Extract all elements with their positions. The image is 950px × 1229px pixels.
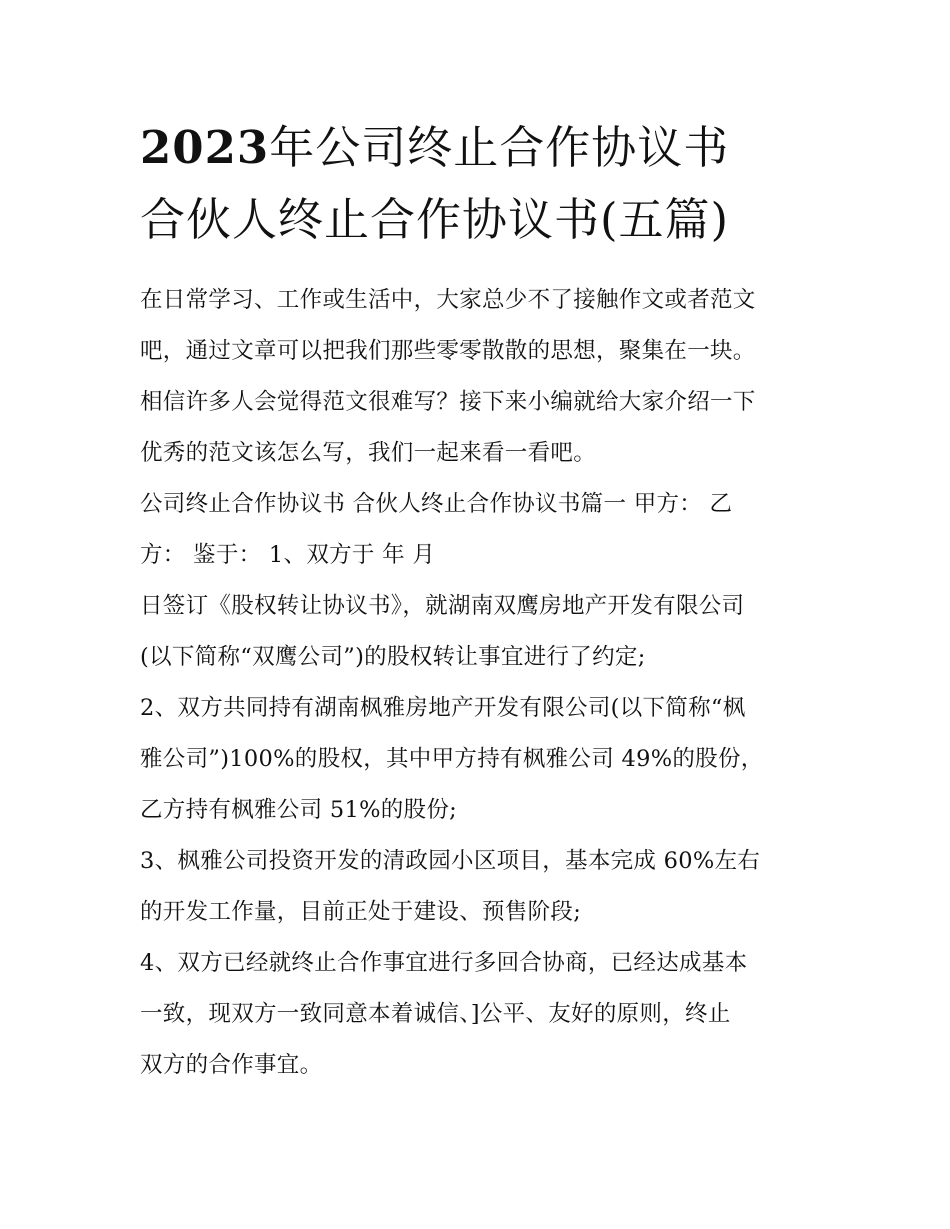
body-line: 3、枫雅公司投资开发的清政园小区项目，基本完成 60%左右	[140, 848, 761, 874]
body-line: 雅公司”)100%的股权，其中甲方持有枫雅公司 49%的股份，	[140, 746, 764, 772]
body-line: 相信许多人会觉得范文很难写？接下来小编就给大家介绍一下	[140, 389, 756, 415]
document-title	[140, 112, 840, 256]
body-line: (以下简称“双鹰公司”)的股权转让事宜进行了约定;	[140, 644, 646, 670]
body-line: 一致，现双方一致同意本着诚信、]公平、友好的原则，终止	[140, 1001, 731, 1027]
title-line-2: 合伙人终止合作协议书(五篇)	[140, 193, 730, 246]
body-line: 吧，通过文章可以把我们那些零零散散的思想，聚集在一块。	[140, 338, 756, 364]
body-line: 方： 鉴于： 1、双方于 年 月	[140, 542, 436, 568]
body-line: 日签订《股权转让协议书》，就湖南双鹰房地产开发有限公司	[140, 593, 745, 619]
body-line: 乙方持有枫雅公司 51%的股份;	[140, 797, 458, 823]
body-line: 4、双方已经就终止合作事宜进行多回合协商，已经达成基本	[140, 950, 748, 976]
title-line-1-text: 年公司终止合作协议书	[269, 121, 730, 174]
body-line: 的开发工作量，目前正处于建设、预售阶段;	[140, 899, 582, 925]
title-line-1	[140, 112, 840, 184]
document-body	[140, 275, 830, 1091]
body-line: 公司终止合作协议书 合伙人终止合作协议书篇一 甲方： 乙	[140, 491, 733, 517]
body-line: 2、双方共同持有湖南枫雅房地产开发有限公司(以下简称“枫	[140, 695, 746, 721]
body-line: 优秀的范文该怎么写，我们一起来看一看吧。	[140, 440, 597, 466]
title-year: 2023	[140, 121, 270, 174]
body-line: 双方的合作事宜。	[140, 1052, 323, 1078]
body-line: 在日常学习、工作或生活中，大家总少不了接触作文或者范文	[140, 287, 756, 313]
